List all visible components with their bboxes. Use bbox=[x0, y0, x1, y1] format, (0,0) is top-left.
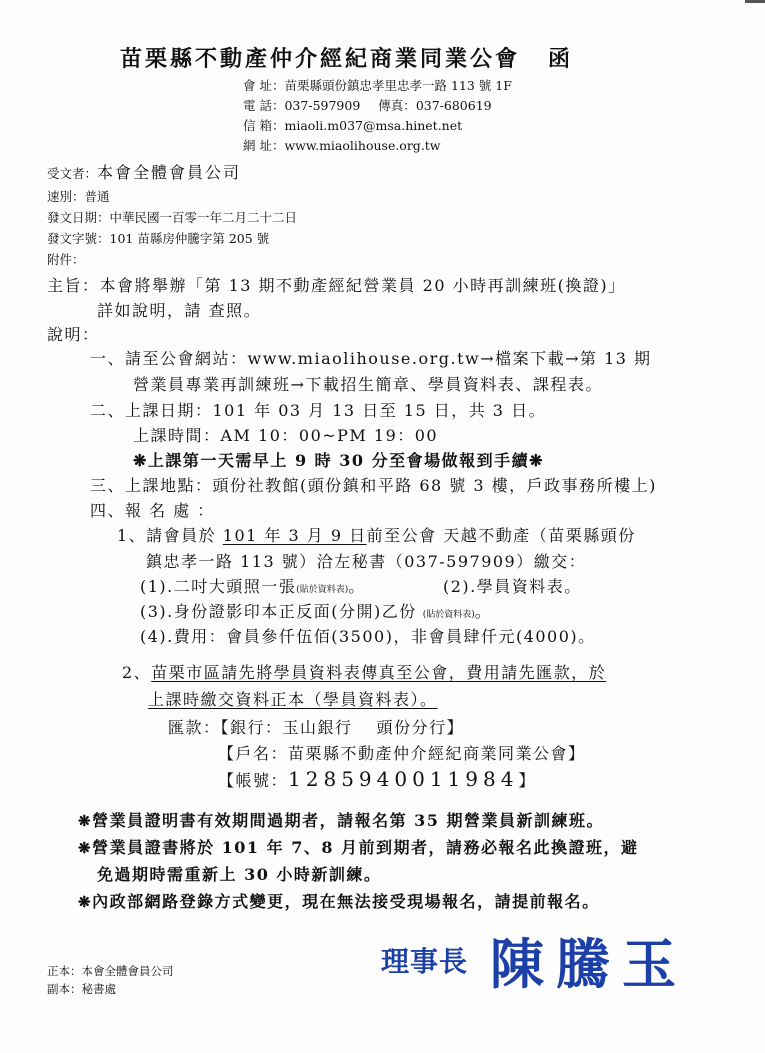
email-link[interactable]: miaoli.m037@msa.hinet.net bbox=[284, 118, 463, 133]
speed-line: 速別：普通 bbox=[47, 189, 110, 204]
letterhead-title bbox=[120, 42, 573, 73]
deadline-date: 101 年 3 月 9 日 bbox=[222, 526, 367, 545]
contact-address: 會 址：苗栗縣頭份鎮忠孝里忠孝一路 113 號 1F bbox=[243, 78, 512, 93]
doc-number-line: 發文字號：101 苗縣房仲騰字第 205 號 bbox=[47, 231, 270, 246]
item-2-line-1: 二、上課日期：101 年 03 月 13 日至 15 日，共 3 日。 bbox=[90, 401, 547, 420]
org-name: 苗栗縣不動產仲介經紀商業同業公會 bbox=[120, 46, 521, 72]
item-2-line-2: 上課時間：AM 10：00~PM 19：00 bbox=[133, 426, 439, 445]
note-expiring-certificate: ❋營業員證書將於 101 年 7、8 月前到期者，請務必報名此換證班，避 bbox=[78, 838, 639, 857]
item-3-location: 三、上課地點：頭份社教館(頭份鎮和平路 68 號 3 樓，戶政事務所樓上) bbox=[90, 476, 657, 495]
item-4-registration: 四、報 名 處 ： bbox=[90, 501, 215, 520]
signature-name: 陳騰玉 bbox=[490, 932, 688, 996]
requirement-4-fee: (4).費用：會員參仟伍佰(3500)，非會員肆仟元(4000)。 bbox=[140, 627, 596, 646]
requirement-2: (2).學員資料表。 bbox=[443, 577, 582, 596]
registration-1-line-1: 1、請會員於 101 年 3 月 9 日前至公會 天越不動產（苗栗縣頭份 bbox=[117, 526, 636, 545]
website-link[interactable]: www.miaolihouse.org.tw bbox=[284, 138, 441, 153]
contact-website: 網 址：www.miaolihouse.org.tw bbox=[243, 138, 441, 153]
item-1-line-2: 營業員專業再訓練班→下載招生簡章、學員資料表、課程表。 bbox=[133, 375, 603, 394]
signature-title: 理事長 bbox=[381, 945, 469, 978]
subject-line-1: 主旨：本會將舉辦「第 13 期不動產經紀營業員 20 小時再訓練班(換證)」 bbox=[47, 276, 626, 295]
note-onsite-registration: ❋內政部網路登錄方式變更，現在無法接受現場報名，請提前報名。 bbox=[78, 892, 600, 911]
contact-email: 信 箱：miaoli.m037@msa.hinet.net bbox=[243, 118, 463, 133]
subject-line-2: 詳如說明，請 查照。 bbox=[97, 301, 262, 320]
registration-2-line-2: 上課時繳交資料正本（學員資料表）。 bbox=[148, 690, 438, 709]
asterisk-icon: ❋ bbox=[78, 893, 93, 911]
registration-2-line-1: 2、苗栗市區請先將學員資料表傳真至公會，費用請先匯款，於 bbox=[122, 663, 607, 682]
remittance-bank: 匯款：【銀行：玉山銀行 頭份分行】 bbox=[168, 718, 465, 737]
checkin-notice: ❋上課第一天需早上 9 時 30 分至會場做報到手續❋ bbox=[133, 451, 544, 470]
original-recipient: 正本：本會全體會員公司 bbox=[47, 964, 174, 978]
contact-phone: 電 話：037-597909 傳真：037-680619 bbox=[243, 98, 492, 113]
note-expired-certificate: ❋營業員證明書有效期間過期者，請報名第 35 期營業員新訓練班。 bbox=[78, 811, 604, 830]
requirement-1: (1).二吋大頭照一張(貼於資料表)。 bbox=[140, 577, 366, 596]
requirement-3: (3).身份證影印本正反面(分開)乙份 (貼於資料表)。 bbox=[140, 602, 493, 621]
date-line: 發文日期：中華民國一百零一年二月二十二日 bbox=[47, 210, 298, 225]
remittance-account-name: 【戶名：苗栗縣不動產仲介經紀商業同業公會】 bbox=[218, 744, 586, 763]
remittance-account-number: 【帳號：1285940011984】 bbox=[218, 767, 536, 791]
scan-edge-mark bbox=[745, 0, 765, 3]
copy-recipient: 副本：秘書處 bbox=[47, 982, 116, 996]
attachment-line: 附件： bbox=[47, 252, 85, 267]
doc-type: 函 bbox=[548, 46, 574, 72]
asterisk-icon: ❋ bbox=[78, 839, 93, 857]
explanation-label: 說明： bbox=[47, 325, 100, 344]
item-1-line-1: 一、請至公會網站：www.miaolihouse.org.tw→檔案下載→第 13 期 bbox=[90, 349, 652, 368]
asterisk-icon: ❋ bbox=[78, 812, 93, 830]
recipient-line: 受文者：本會全體會員公司 bbox=[47, 163, 242, 182]
registration-1-line-2: 鎮忠孝一路 113 號）洽左秘書（037-597909）繳交： bbox=[146, 552, 587, 571]
note-expiring-certificate-cont: 免過期時需重新上 30 小時新訓練。 bbox=[97, 865, 382, 884]
